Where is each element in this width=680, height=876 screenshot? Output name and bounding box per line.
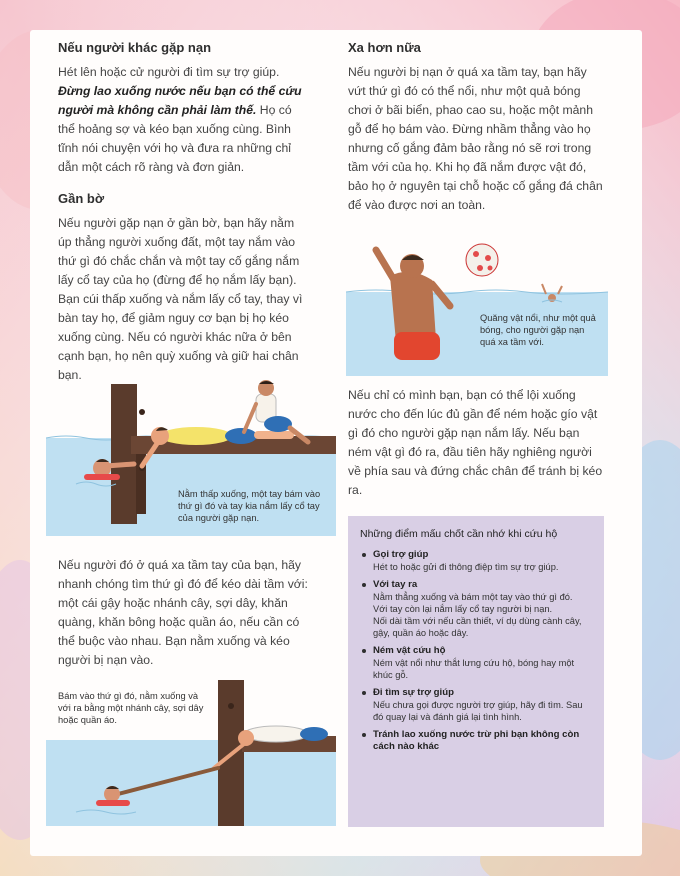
key-point-desc: Nằm thẳng xuống và bám một tay vào thứ gì đó. Với tay còn lại nắm lấy cổ tay người bị nạn. Nối dài tầm với nếu cần thiết, ví dụ dùng cành cây, gậy, quần áo hoặc dây.: [373, 592, 582, 638]
paragraph-extend-reach: Nếu người đó ở quá xa tầm tay của bạn, hãy nhanh chóng tìm thứ gì đó để kéo dài tầm với: một cái gậy hoặc nhánh cây, sợi dây, khăn quàng, khăn bông hoặc quần áo, nếu cần có thể buộc vào nhau. Bạn nằm xuống và kéo người bị nạn vào.: [58, 558, 308, 667]
key-point-title: Gọi trợ giúp: [373, 549, 429, 560]
caption-ball-throw: Quăng vật nổi, như một quả bóng, cho người gặp nạn quá xa tầm với.: [480, 313, 596, 347]
key-points-list: [348, 549, 604, 753]
heading-farther: Xa hơn nữa: [348, 40, 421, 55]
heading-other-in-danger: Nếu người khác gặp nạn: [58, 40, 212, 55]
left-column: [58, 40, 308, 385]
key-point-desc: Hét to hoặc gửi đi thông điệp tìm sự trợ giúp.: [373, 562, 559, 572]
key-point-item: [362, 729, 592, 753]
key-point-item: [362, 579, 592, 639]
key-point-item: [362, 549, 592, 573]
text-dont-jump: Đừng lao xuống nước nếu bạn có thể cứu người mà không cần phải làm thế.: [58, 84, 302, 117]
key-point-desc: Ném vật nổi như thắt lưng cứu hộ, bóng hay một khúc gỗ.: [373, 658, 575, 680]
heading-near-shore: Gần bờ: [58, 191, 105, 206]
paragraph-farther: Nếu người bị nạn ở quá xa tầm tay, bạn hãy vứt thứ gì đó có thể nổi, như một quả bóng chơi ở bãi biển, phao cao su, hoặc một mảnh gỗ để họ bám vào. Đừng nhầm thẳng vào họ nhưng cố gắng đảm bảo rằng nó sẽ rơi trong tầm với của họ. Khi họ đã nắm được vật đó, bảo họ ở nguyên tại chỗ hoặc cố gắng đá chân để vào được nơi an toàn.: [348, 65, 603, 212]
key-point-title: Ném vật cứu hộ: [373, 645, 446, 656]
caption-branch-rescue: Bám vào thứ gì đó, nằm xuống và với ra bằng một nhánh cây, sợi dây hoặc quần áo.: [58, 691, 204, 725]
paragraph-other-in-danger: [58, 63, 308, 177]
key-point-desc: Nếu chưa gọi được người trợ giúp, hãy đi tìm. Sau đó quay lại và đánh giá lại tình hình.: [373, 700, 583, 722]
key-points-box: [348, 516, 604, 827]
paragraph-near-shore: Nếu người gặp nạn ở gần bờ, bạn hãy nằm úp thẳng người xuống đất, một tay nắm vào thứ gì đó chắc chắn và một tay cố gắng nắm lấy cổ tay của họ (đừng để họ nắm lấy bạn). Bạn cúi thấp xuống và nắm lấy cổ tay, thay vì bàn tay họ, để giảm nguy cơ bạn bị họ kéo xuống cùng. Nếu có người khác nữa ở bên cạnh bạn, họ nên quỳ xuống và giữ hai chân bạn.: [58, 216, 303, 382]
text-stay-calm: Họ có thể hoảng sợ và kéo bạn xuống cùng. Bình tĩnh nói chuyện với họ và đưa ra những chỉ dẫn một cách rõ ràng và đơn giản.: [58, 103, 292, 174]
right-column: [348, 40, 604, 215]
key-point-item: [362, 645, 592, 681]
key-points-title: Những điểm mấu chốt cần nhớ khi cứu hộ: [360, 528, 558, 540]
key-point-title: Với tay ra: [373, 579, 418, 590]
paragraph-wade-in: Nếu chỉ có mình bạn, bạn có thể lội xuống nước cho đến lúc đủ gần để ném hoặc gío vật gì đó cho người gặp nạn nắm lấy. Nếu bạn ném vật gì đó ra, đầu tiên hãy nghiêng người về phía sau và đứng chắc chân để tránh bị kéo ra.: [348, 388, 603, 497]
key-point-title: Tránh lao xuống nước trừ phi bạn không còn cách nào khác: [373, 729, 580, 752]
text-call-help: Hét lên hoặc cử người đi tìm sự trợ giúp.: [58, 65, 280, 79]
illustration-ball-throw: [346, 236, 608, 376]
caption-dock-rescue: Nằm thấp xuống, một tay bám vào thứ gì đó và tay kia nắm lấy cổ tay của người gặp nạn.: [178, 489, 321, 523]
key-point-title: Đi tìm sự trợ giúp: [373, 687, 454, 698]
key-point-item: [362, 687, 592, 723]
